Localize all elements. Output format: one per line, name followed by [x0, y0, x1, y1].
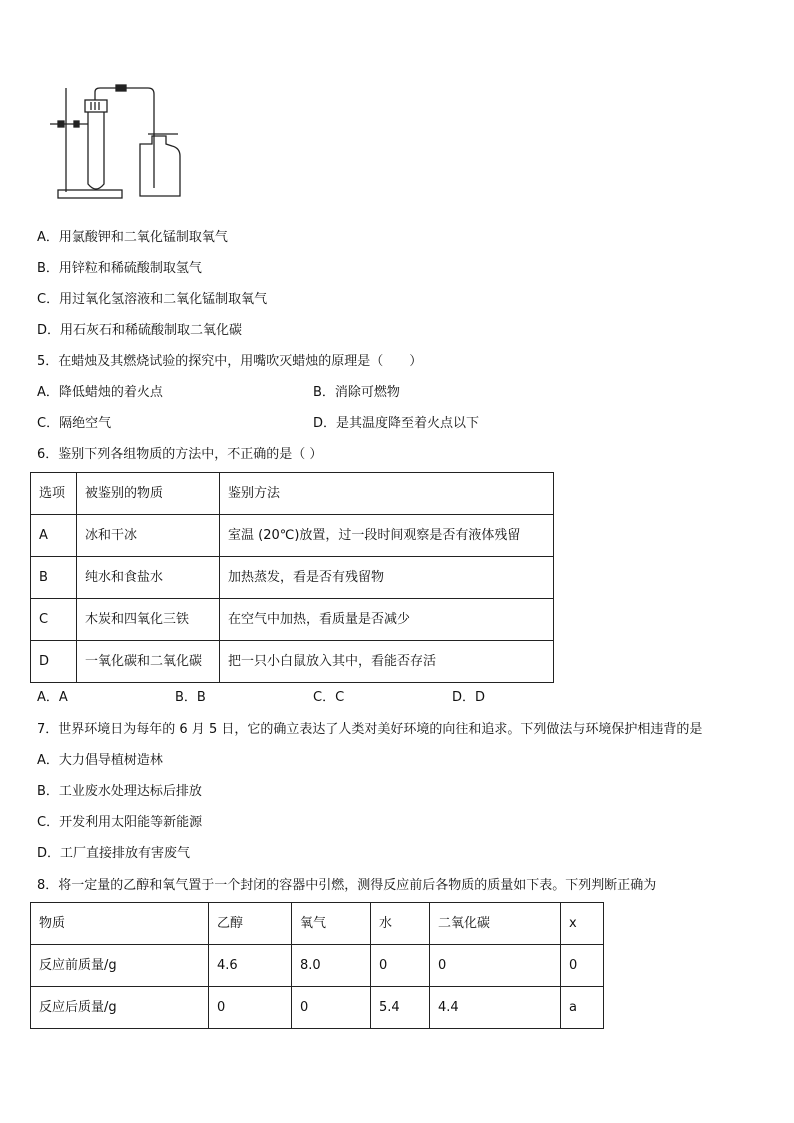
table-cell: a: [561, 987, 604, 1029]
table-cell: 一氧化碳和二氧化碳: [77, 641, 220, 683]
table-header-cell: 二氧化碳: [430, 903, 561, 945]
table-cell: 8.0: [292, 945, 371, 987]
table-header-cell: x: [561, 903, 604, 945]
table-row: [31, 515, 554, 557]
table-cell: 纯水和食盐水: [77, 557, 220, 599]
gas-apparatus-figure: [44, 84, 194, 204]
q7-stem: 7．世界环境日为每年的 6 月 5 日，它的确立表达了人类对美好环境的向往和追求。下列做法与环境保护相违背的是: [37, 722, 703, 737]
q6-option-a: A．A: [37, 690, 68, 705]
table-header-cell: 鉴别方法: [220, 473, 554, 515]
q6-option-d: D．D: [452, 690, 486, 705]
q5-stem: 5．在蜡烛及其燃烧试验的探究中，用嘴吹灭蜡烛的原理是（ ）: [37, 354, 423, 369]
table-cell: 0: [430, 945, 561, 987]
table-cell: 加热蒸发，看是否有残留物: [220, 557, 554, 599]
table-cell: 4.4: [430, 987, 561, 1029]
table-row: [31, 599, 554, 641]
table-row: [31, 987, 604, 1029]
test-tube: [88, 112, 104, 189]
q8-table: [30, 902, 604, 1029]
table-header-cell: 乙醇: [209, 903, 292, 945]
table-cell: C: [31, 599, 77, 641]
q8-stem: 8．将一定量的乙醇和氧气置于一个封闭的容器中引燃，测得反应前后各物质的质量如下表。下列判断正确为: [37, 878, 657, 893]
table-cell: 5.4: [371, 987, 430, 1029]
table-cell: 0: [561, 945, 604, 987]
q5-option-c: C．隔绝空气: [37, 416, 112, 431]
gas-collecting-bottle: [140, 136, 180, 196]
table-cell: 在空气中加热，看质量是否减少: [220, 599, 554, 641]
table-cell: 冰和干冰: [77, 515, 220, 557]
table-row: [31, 641, 554, 683]
q5-option-d: D．是其温度降至着火点以下: [313, 416, 480, 431]
table-cell: D: [31, 641, 77, 683]
table-cell: 0: [209, 987, 292, 1029]
q7-option-d: D．工厂直接排放有害废气: [37, 846, 191, 861]
table-cell: 木炭和四氧化三铁: [77, 599, 220, 641]
table-header-cell: 物质: [31, 903, 209, 945]
q4-option-b: B．用锌粒和稀硫酸制取氢气: [37, 261, 202, 276]
table-cell: 室温 (20℃)放置，过一段时间观察是否有液体残留: [220, 515, 554, 557]
table-cell: 0: [371, 945, 430, 987]
table-cell: A: [31, 515, 77, 557]
table-header-row: [31, 903, 604, 945]
q7-option-a: A．大力倡导植树造林: [37, 753, 163, 768]
q6-option-c: C．C: [313, 690, 345, 705]
q6-option-b: B．B: [175, 690, 206, 705]
table-cell: 把一只小白鼠放入其中，看能否存活: [220, 641, 554, 683]
table-row: [31, 557, 554, 599]
table-cell: 反应前质量/g: [31, 945, 209, 987]
q5-option-b: B．消除可燃物: [313, 385, 400, 400]
table-cell: B: [31, 557, 77, 599]
q6-stem: 6．鉴别下列各组物质的方法中，不正确的是（ ）: [37, 447, 323, 462]
table-header-cell: 选项: [31, 473, 77, 515]
table-row: [31, 945, 604, 987]
q4-option-c: C．用过氧化氢溶液和二氧化锰制取氧气: [37, 292, 268, 307]
q5-option-a: A．降低蜡烛的着火点: [37, 385, 163, 400]
q4-option-d: D．用石灰石和稀硫酸制取二氧化碳: [37, 323, 243, 338]
table-header-cell: 水: [371, 903, 430, 945]
table-cell: 反应后质量/g: [31, 987, 209, 1029]
q4-option-a: A．用氯酸钾和二氧化锰制取氧气: [37, 230, 228, 245]
q6-table: [30, 472, 554, 683]
table-header-cell: 被鉴别的物质: [77, 473, 220, 515]
q7-option-b: B．工业废水处理达标后排放: [37, 784, 202, 799]
table-cell: 0: [292, 987, 371, 1029]
rubber-stopper: [85, 100, 107, 112]
table-cell: 4.6: [209, 945, 292, 987]
table-header-row: [31, 473, 554, 515]
iron-stand-base: [58, 190, 122, 198]
table-header-cell: 氧气: [292, 903, 371, 945]
q7-option-c: C．开发利用太阳能等新能源: [37, 815, 203, 830]
